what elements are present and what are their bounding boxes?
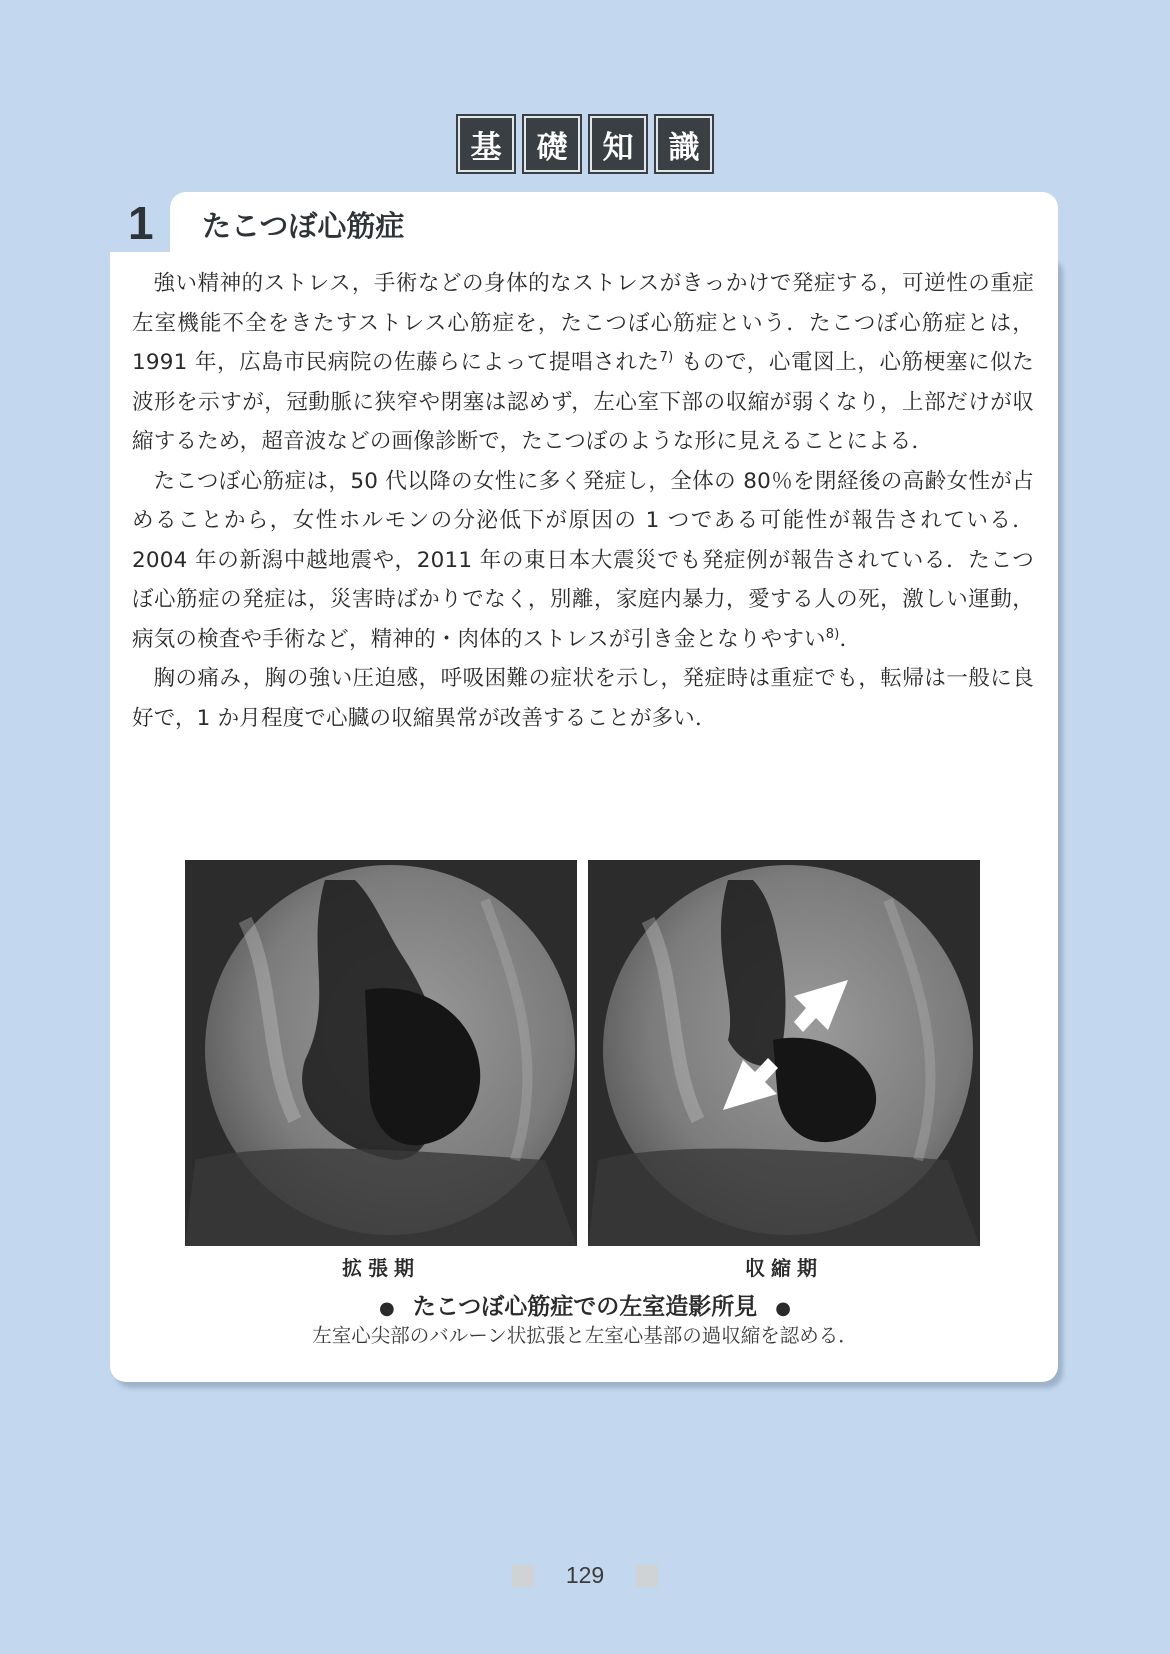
reference-marker: 7)	[659, 349, 674, 365]
paragraph: 胸の痛み，胸の強い圧迫感，呼吸困難の症状を示し，発症時は重症でも，転帰は一般に良好で，1 か月程度で心臓の収縮異常が改善することが多い．	[132, 666, 1034, 731]
footer-square-icon	[636, 1565, 658, 1587]
figure-label-systole: 収縮期	[745, 1256, 823, 1280]
ventriculogram-diastole-image	[185, 860, 577, 1246]
heading-tile: 知	[590, 116, 646, 172]
figure-caption-text: たこつぼ心筋症での左室造影所見	[412, 1294, 758, 1320]
section-title: たこつぼ心筋症	[202, 209, 405, 243]
heading-tile: 識	[656, 116, 712, 172]
paragraph: たこつぼ心筋症は，50 代以降の女性に多く発症し，全体の 80％を閉経後の高齢女性が占めることから，女性ホルモンの分泌低下が原因の 1 つである可能性が報告されている．2004 年の新潟中越地震や，2011 年の東日本大震災でも発症例が報告されている．たこつぼ心筋症の発症は，災害時ばかりでなく，別離，家庭内暴力，愛する人の死，激しい運動，病気の検査や手術など，精神的・肉体的ストレスが引き金となりやすい$^{8)}$．	[132, 468, 1034, 652]
ventriculogram-systole-image	[588, 860, 980, 1246]
page-footer	[0, 1562, 1170, 1589]
footer-square-icon	[512, 1565, 534, 1587]
bullet-icon: ●	[379, 1298, 395, 1319]
section-number: 1	[128, 197, 154, 249]
figure-subcaption: 左室心尖部のバルーン状拡張と左室心基部の過収縮を認める．	[312, 1324, 858, 1347]
paragraph: 強い精神的ストレス，手術などの身体的なストレスがきっかけで発症する，可逆性の重症左室機能不全をきたすストレス心筋症を，たこつぼ心筋症という．たこつぼ心筋症とは，1991 年，広島市民病院の佐藤らによって提唱された$^{7)}$ もので，心電図上，心筋梗塞に似た波形を示すが，冠動脈に狭窄や閉塞は認めず，左心室下部の収縮が弱くなり，上部だけが収縮するため，超音波などの画像診断で，たこつぼのような形に見えることによる．	[132, 271, 1034, 454]
chapter-heading	[0, 116, 1170, 172]
bullet-icon: ●	[775, 1298, 791, 1319]
reference-marker: 8)	[825, 626, 840, 642]
body-text	[132, 264, 1034, 738]
heading-tile: 基	[458, 116, 514, 172]
page-number: 129	[565, 1562, 605, 1588]
heading-tile: 礎	[524, 116, 580, 172]
figure-label-diastole: 拡張期	[342, 1256, 420, 1280]
figure-caption	[0, 1288, 1170, 1321]
